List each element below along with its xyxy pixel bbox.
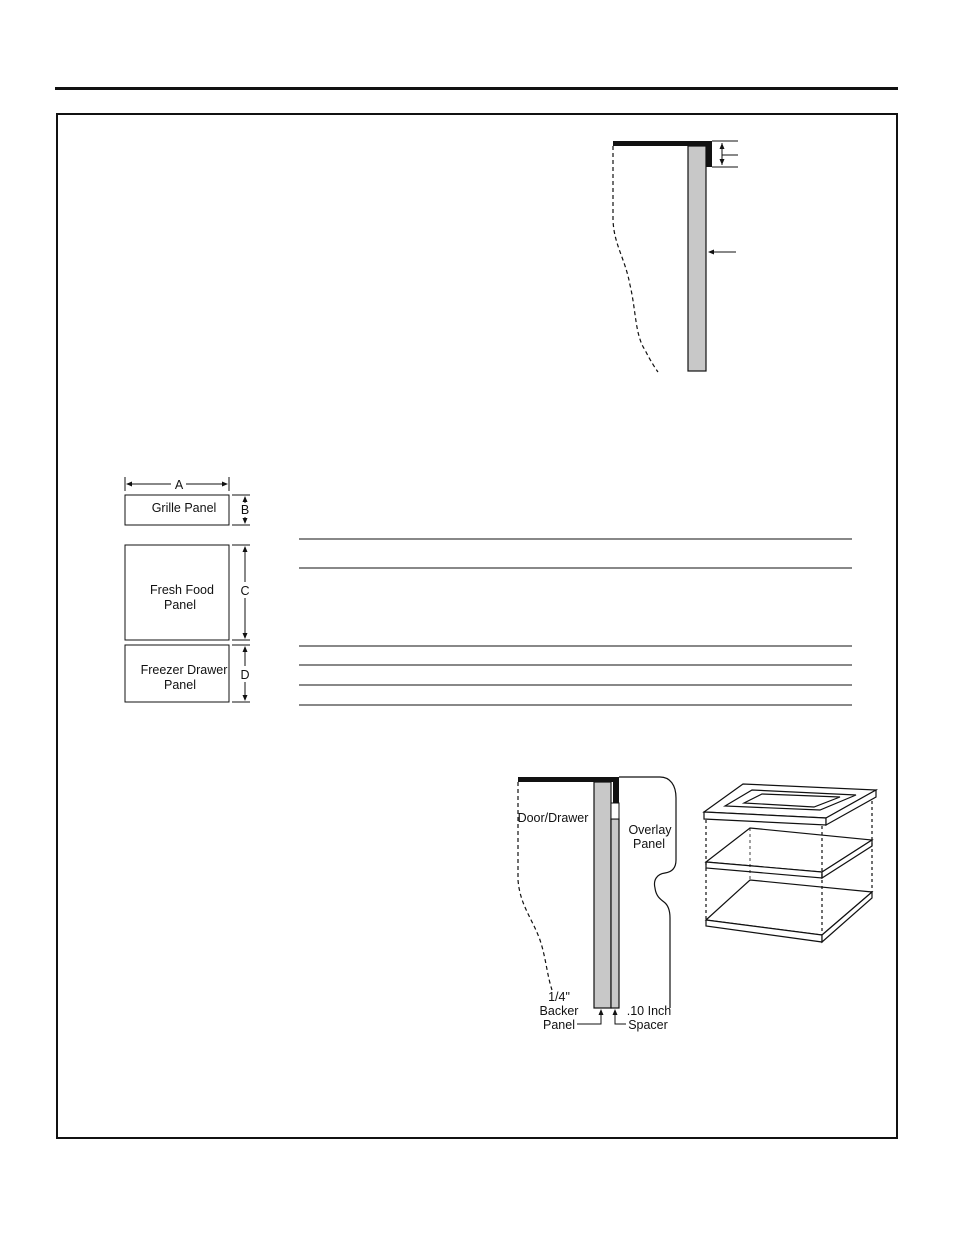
backer-panel-section	[594, 782, 611, 1008]
dim-c-label: C	[240, 584, 250, 598]
backer-label-line3: Panel	[543, 1018, 575, 1032]
dim-arrow-up	[720, 143, 725, 149]
drawer-top-bar	[518, 777, 619, 782]
freezer-drawer-label-line1: Freezer Drawer	[140, 663, 228, 677]
backer-label-line2: Backer	[539, 1004, 579, 1018]
door-edge-lip	[706, 141, 712, 167]
spacer-label-line1: .10 Inch	[626, 1004, 672, 1018]
spacer-label-line2: Spacer	[628, 1018, 668, 1032]
door-top-bar	[613, 141, 712, 146]
dim-d-label: D	[240, 668, 250, 682]
pointer-arrowhead	[708, 250, 714, 255]
dimension-table-rules	[299, 539, 852, 705]
door-drawer-label: Door/Drawer	[517, 811, 589, 825]
overlay-label-line1: Overlay	[628, 823, 672, 837]
dim-a-label: A	[174, 478, 184, 492]
grille-panel-label: Grille Panel	[151, 501, 217, 515]
door-edge-cross-section	[613, 141, 738, 372]
spacer-gap	[611, 803, 619, 819]
door-outline-dashed	[613, 146, 658, 372]
exploded-panel-stack	[704, 784, 876, 942]
freezer-drawer-label-line2: Panel	[164, 678, 196, 692]
overlay-panel-profile	[619, 777, 676, 1008]
fresh-food-label-line1: Fresh Food	[150, 583, 214, 597]
overlay-panel-cross-section	[518, 777, 676, 1032]
panel-layout-diagram	[125, 477, 250, 702]
dim-arrow-down	[720, 159, 725, 165]
fresh-food-label-line2: Panel	[164, 598, 196, 612]
panel-section	[688, 146, 706, 371]
overlay-label-line2: Panel	[633, 837, 665, 851]
backer-label-line1: 1/4"	[548, 990, 570, 1004]
spacer-section	[611, 819, 619, 1008]
drawer-edge-lip	[613, 777, 619, 803]
dim-b-label: B	[240, 503, 250, 517]
